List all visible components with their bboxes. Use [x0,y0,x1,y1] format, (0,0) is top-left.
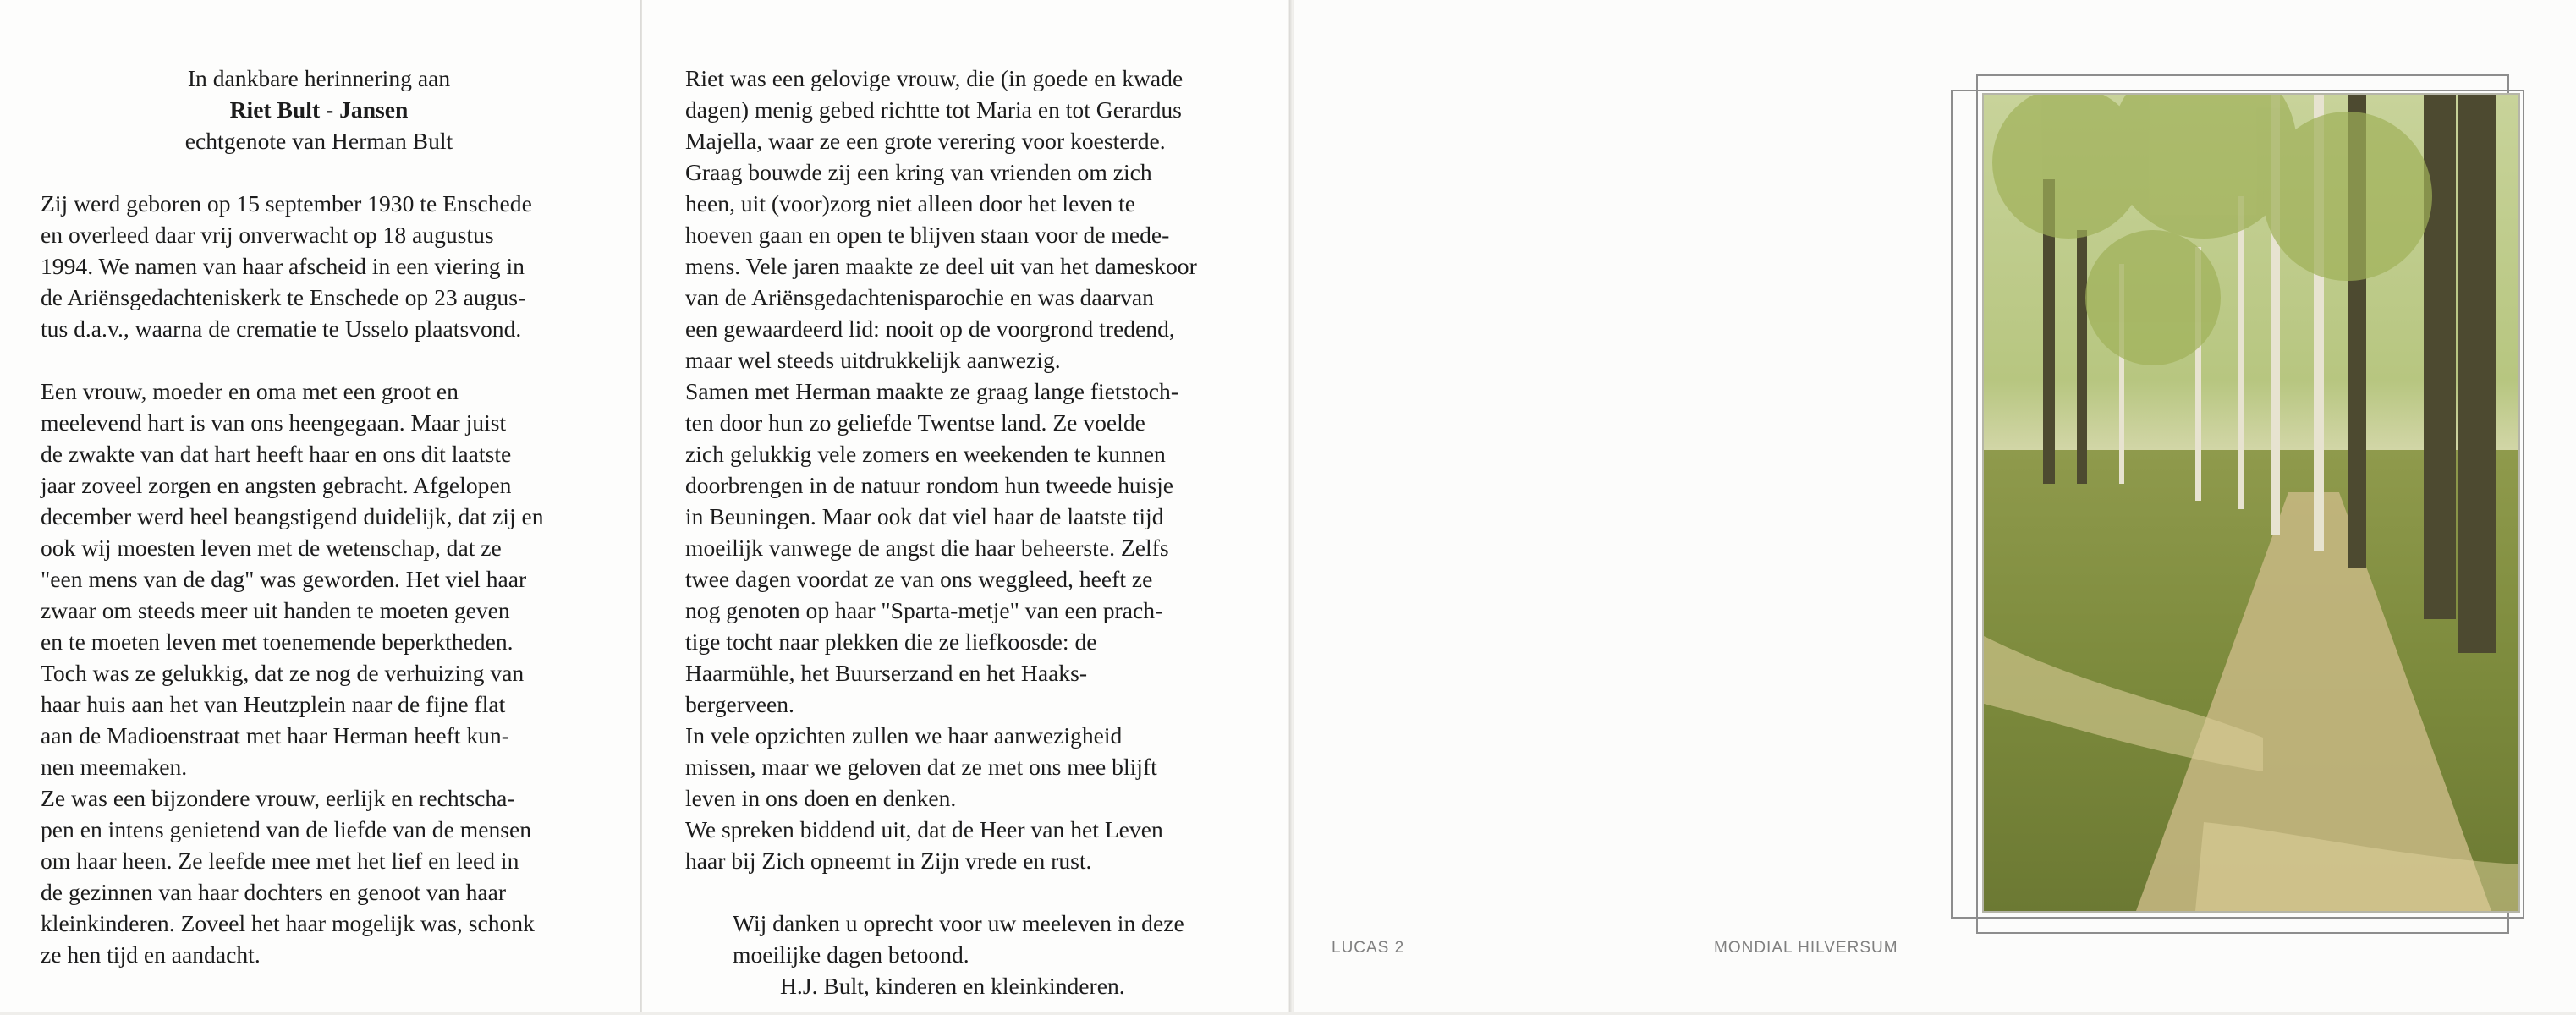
text-line: de gezinnen van haar dochters en genoot van haar [41,879,507,905]
text-line: december werd heel beangstigend duidelijk, dat zij en [41,503,544,529]
text-line: aan de Madioenstraat met haar Herman heeft kun- [41,722,509,749]
text-line: missen, maar we geloven dat ze met ons mee blijft [685,754,1157,780]
text-line: Een vrouw, moeder en oma met een groot en [41,378,459,404]
text-line: Majella, waar ze een grote verering voor koesterde. [685,128,1166,154]
text-line: een gewaardeerd lid: nooit op de voorgrond tredend, [685,315,1175,342]
text-line: kleinkinderen. Zoveel het haar mogelijk was, schonk [41,910,535,936]
publisher-imprint: MONDIAL HILVERSUM [1714,939,1898,957]
text-line: en te moeten leven met toenemende beperktheden. [41,628,514,655]
closing-thanks [733,908,1242,1001]
memorial-intro: In dankbare herinnering aan [187,65,451,91]
text-line: We spreken biddend uit, dat de Heer van het Leven [685,816,1163,842]
text-line: haar huis aan het van Heutzplein naar de fijne flat [41,691,506,717]
text-line: ze hen tijd en aandacht. [41,941,261,968]
text-line: Graag bouwde zij een kring van vrienden om zich [685,159,1152,185]
text-line: pen en intens genietend van de liefde van de mensen [41,816,532,842]
text-line: en overleed daar vrij onverwacht op 18 augustus [41,222,494,248]
text-line: tus d.a.v., waarna de crematie te Usselo plaatsvond. [41,315,522,342]
text-line: ook wij moesten leven met de wetenschap, dat ze [41,535,502,561]
text-line: twee dagen voordat ze van ons weggleed, heeft ze [685,566,1153,592]
text-line: bergerveen. [685,691,794,717]
paragraph-life [41,376,597,970]
text-line: moeilijke dagen betoond. [733,941,969,968]
signature: H.J. Bult, kinderen en kleinkinderen. [780,973,1125,999]
text-line: haar bij Zich opneemt in Zijn vrede en rust. [685,848,1092,874]
text-line: in Beuningen. Maar ook dat viel haar de laatste tijd [685,503,1164,529]
middle-text-column [685,63,1242,1001]
text-line: de zwakte van dat hart heeft haar en ons dit laatste [41,441,512,467]
text-line: 1994. We namen van haar afscheid in een viering in [41,253,525,279]
text-line: ten door hun zo geliefde Twentse land. Ze voelde [685,409,1145,436]
text-line: Toch was ze gelukkig, dat ze nog de verhuizing van [41,660,525,686]
text-line: heen, uit (voor)zorg niet alleen door het leven te [685,190,1136,217]
forest-path-photo [1982,93,2520,913]
spouse-line: echtgenote van Herman Bult [184,128,453,154]
paragraph-birth-death [41,188,597,344]
fold-line [1289,0,1293,1012]
text-line: Haarmühle, het Buurserzand en het Haaks- [685,660,1088,686]
text-line: moeilijk vanwege de angst die haar beheerste. Zelfs [685,535,1169,561]
text-line: Riet was een gelovige vrouw, die (in goede en kwade [685,65,1184,91]
text-line: doorbrengen in de natuur rondom hun tweede huisje [685,472,1174,498]
text-line: Wij danken u oprecht voor uw meeleven in deze [733,910,1184,936]
text-line: "een mens van de dag" was geworden. Het viel haar [41,566,527,592]
paragraph-faith [685,63,1242,876]
text-line: meelevend hart is van ons heengegaan. Maar juist [41,409,507,436]
text-line: maar wel steeds uitdrukkelijk aanwezig. [685,347,1061,373]
text-line: zwaar om steeds meer uit handen te moeten geven [41,597,510,623]
deceased-name: Riet Bult - Jansen [229,96,409,123]
text-line: nen meemaken. [41,754,188,780]
text-line: leven in ons doen en denken. [685,785,957,811]
text-line: Ze was een bijzondere vrouw, eerlijk en rechtscha- [41,785,515,811]
text-line: Zij werd geboren op 15 september 1930 te Enschede [41,190,532,217]
text-line: tige tocht naar plekken die ze liefkoosde: de [685,628,1097,655]
text-line: dagen) menig gebed richtte tot Maria en tot Gerardus [685,96,1182,123]
text-line: hoeven gaan en open te blijven staan voor de mede- [685,222,1170,248]
text-line: mens. Vele jaren maakte ze deel uit van het dameskoor [685,253,1197,279]
text-line: Samen met Herman maakte ze graag lange fietstoch- [685,378,1179,404]
text-line: de Ariënsgedachteniskerk te Enschede op 23 augus- [41,284,526,310]
text-line: In vele opzichten zullen we haar aanwezigheid [685,722,1123,749]
text-line: jaar zoveel zorgen en angsten gebracht. Afgelopen [41,472,512,498]
left-text-column [41,63,597,970]
card-code: LUCAS 2 [1332,939,1405,957]
text-line: om haar heen. Ze leefde mee met het lief en leed in [41,848,519,874]
text-line: nog genoten op haar "Sparta-metje" van een prach- [685,597,1163,623]
text-line: zich gelukkig vele zomers en weekenden te kunnen [685,441,1166,467]
text-line: van de Ariënsgedachtenisparochie en was daarvan [685,284,1154,310]
